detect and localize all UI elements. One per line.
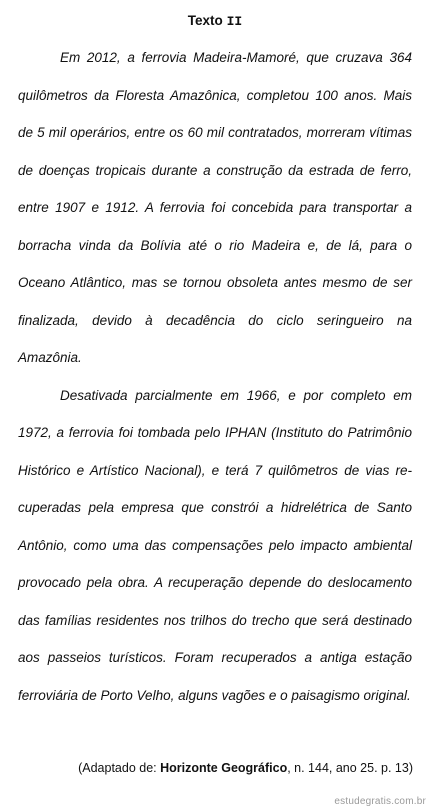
source-citation [78,759,413,777]
site-watermark: estudegratis.com.br [334,796,426,807]
paragraph-1: Em 2012, a ferrovia Madeira-Mamoré, que cruzava 364 quilômetros da Floresta Amazônica, completou 100 anos. Mais de 5 mil operários, entre os 60 mil contratados, morreram vítimas de doenças tropicais durante a construção da estrada de ferro, entre 1907 e 1912. A ferrovia foi concebida para transportar a borracha vinda da Bolívia até o rio Madeira e, de lá, para o Oceano Atlântico, mas se tornou obsoleta antes mesmo de ser finalizada, devido à decadência do ciclo seringueiro na Amazônia. [18,50,412,365]
source-prefix: (Adaptado de: [78,761,161,775]
text-title-number: II [226,14,243,29]
source-publication: Horizonte Geográfico [160,761,288,775]
paragraph-2: Desativada parcialmente em 1966, e por completo em 1972, a ferrovia foi tombada pelo IPHAN (Instituto do Patrimônio Histórico e Artístico Nacional), e terá 7 quilômetros de vias recuperadas pela empresa que constrói a hidrelétrica de Santo Antônio, como uma das compensações pelo impacto ambiental provocado pela obra. A recuperação depende do deslocamento das famílias residentes nos trilhos do trecho que será destinado aos passeios turísticos. Foram recuperados a antiga estação ferroviária de Porto Velho, alguns vagões e o paisagismo original. [18,387,412,703]
text-title-label: Texto [187,13,223,28]
text-body [18,39,412,714]
source-suffix: , n. 144, ano 25. p. 13) [287,761,413,775]
text-title [0,12,430,31]
